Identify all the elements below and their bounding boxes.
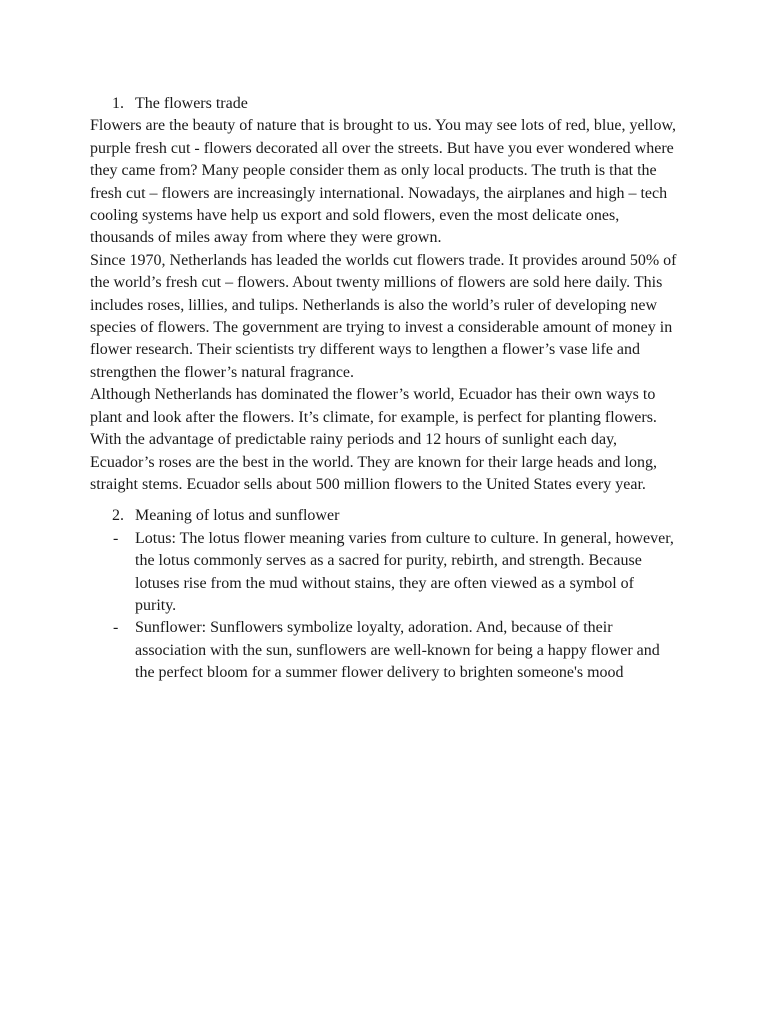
bullet-sunflower [90, 617, 678, 684]
paragraph-flowers-intro: Flowers are the beauty of nature that is brought to us. You may see lots of red, blue, yellow, purple fresh cut - flowers decorated all over the streets. But have you ever wondered where they came from? Many people consider them as only local products. The truth is that the fresh cut – flowers are increasingly international. Nowadays, the airplanes and high – tech cooling systems have help us export and sold flowers, even the most delicate ones, thousands of miles away from where they were grown. [90, 117, 676, 247]
section-2-title: Meaning of lotus and sunflower [135, 507, 340, 525]
paragraph-ecuador: Although Netherlands has dominated the flower’s world, Ecuador has their own ways to plant and look after the flowers. It’s climate, for example, is perfect for planting flowers. With the advantage of predictable rainy periods and 12 hours of sunlight each day, Ecuador’s roses are the best in the world. They are known for their large heads and long, straight stems. Ecuador sells about 500 million flowers to the United States every year. [90, 386, 657, 493]
bullet-dash: - [113, 529, 119, 547]
section-1-number: 1. [112, 95, 124, 112]
bullet-dash: - [113, 619, 119, 637]
section-2-heading [90, 505, 678, 527]
bullet-lotus-text: Lotus: The lotus flower meaning varies from culture to culture. In general, however, the lotus commonly serves as a sacred for purity, rebirth, and strength. Because lotuses rise from the mud without stains, they are often viewed as a symbol of purity. [135, 529, 674, 614]
section-2-number: 2. [112, 507, 124, 525]
section-1-heading [90, 93, 678, 115]
section-1-title: The flowers trade [135, 95, 248, 112]
bullet-sunflower-text: Sunflower: Sunflowers symbolize loyalty, adoration. And, because of their association with the sun, sunflowers are well-known for being a happy flower and the perfect bloom for a summer flower delivery to brighten someone's mood [135, 619, 660, 682]
document-body [90, 93, 678, 685]
bullet-lotus [90, 528, 678, 618]
paragraph-netherlands: Since 1970, Netherlands has leaded the worlds cut flowers trade. It provides around 50% of the world’s fresh cut – flowers. About twenty millions of flowers are sold here daily. This includes roses, lillies, and tulips. Netherlands is also the world’s ruler of developing new species of flowers. The government are trying to invest a considerable amount of money in flower research. Their scientists try different ways to lengthen a flower’s vase life and strengthen the flower’s natural fragrance. [90, 251, 677, 381]
